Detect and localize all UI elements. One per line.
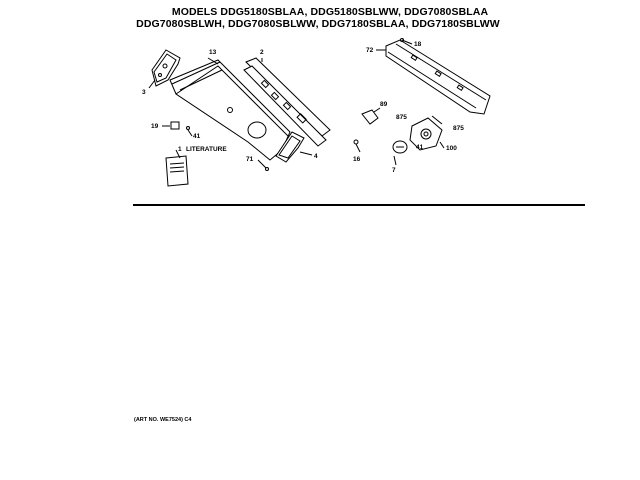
literature-label: LITERATURE	[186, 146, 227, 153]
callout-41-left: 41	[193, 133, 201, 140]
part-16-screw	[354, 140, 360, 152]
callout-875-right: 875	[453, 125, 464, 132]
part-19-bracket	[162, 122, 192, 136]
models-title-line-2: DDG7080SBLWH, DDG7080SBLWW, DDG7180SBLAA, DDG7180SBLWW	[136, 18, 500, 30]
callout-13: 13	[209, 49, 217, 56]
callout-1: 1	[178, 146, 182, 153]
part-89-switch	[362, 108, 380, 124]
callout-100: 100	[446, 145, 457, 152]
callout-4: 4	[314, 153, 318, 160]
art-number-note: (ART NO. WE7524) C4	[134, 417, 192, 423]
callout-7: 7	[392, 167, 396, 174]
section-divider-line	[133, 204, 585, 206]
part-71-screw	[258, 160, 269, 171]
callout-41-right: 41	[416, 144, 424, 151]
models-title-line-1: MODELS DDG5180SBLAA, DDG5180SBLWW, DDG7080SBLAA	[171, 6, 489, 18]
callout-71: 71	[246, 156, 254, 163]
part-72-rear-panel	[376, 40, 490, 114]
callout-72: 72	[366, 47, 374, 54]
callout-3: 3	[142, 89, 146, 96]
part-1-literature-booklet	[166, 150, 188, 186]
callout-875-left: 875	[396, 114, 407, 121]
callout-16: 16	[353, 156, 361, 163]
callout-18: 18	[414, 41, 422, 48]
callout-19: 19	[151, 123, 159, 130]
callout-89: 89	[380, 101, 388, 108]
part-7-knob	[393, 141, 407, 165]
callout-2: 2	[260, 49, 264, 56]
